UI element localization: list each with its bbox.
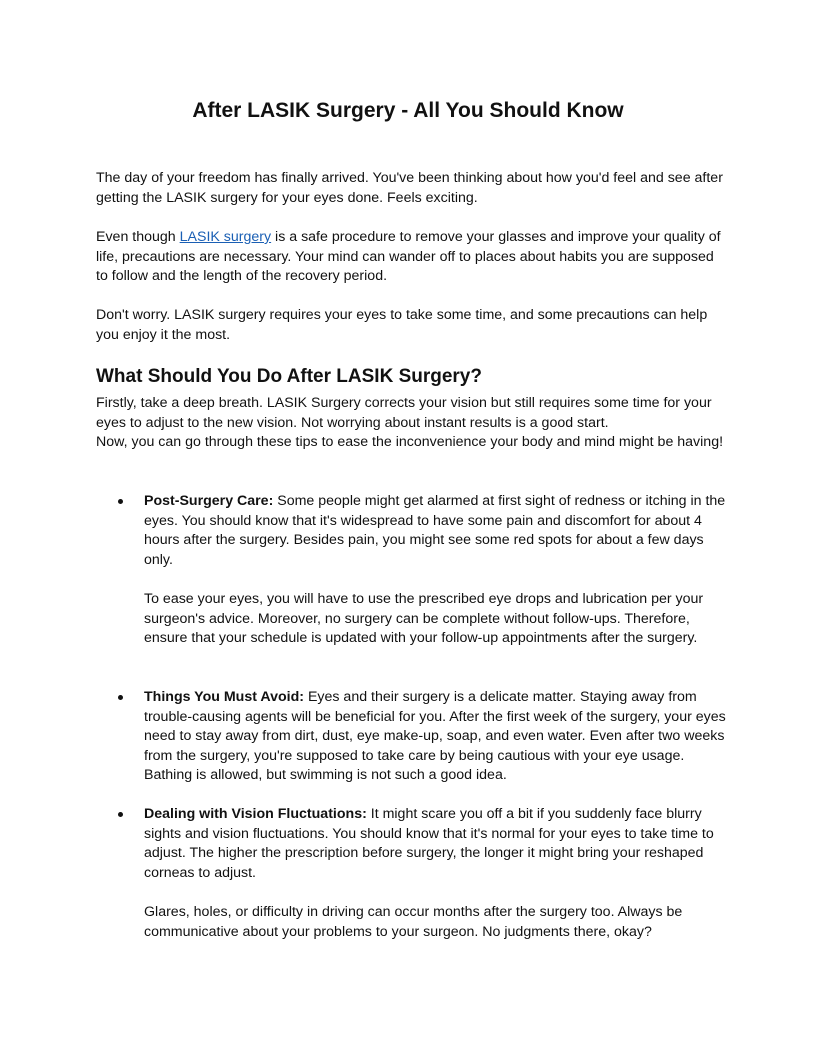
- bullet-label: Things You Must Avoid:: [144, 689, 304, 705]
- section-paragraph-1: Firstly, take a deep breath. LASIK Surgery corrects your vision but still requires some time for your eyes to adjust to the new vision. Not worrying about instant results is a good start.: [96, 395, 712, 431]
- bullet-text: [144, 492, 726, 570]
- bullet-body: Eyes and their surgery is a delicate matter. Staying away from trouble-causing agents will be beneficial for you. After the first week of the surgery, your eyes need to stay away from dirt, dust, eye make-up, soap, and even water. Even after two weeks from the surgery, you're supposed to take care by being cautious with your eye usage. Bathing is allowed, but swimming is not such a good idea.: [144, 689, 726, 784]
- intro-paragraph-2-end: is a safe procedure to remove your glasses and improve your quality of life, precautions are necessary. Your mind can wander off to places about habits you are supposed to follow and the length of the recovery period.: [96, 229, 721, 285]
- bullet-icon: [118, 695, 123, 700]
- section-heading: What Should You Do After LASIK Surgery?: [96, 366, 482, 387]
- intro-paragraph-2: [96, 228, 726, 287]
- intro-paragraph-1: The day of your freedom has finally arrived. You've been thinking about how you'd feel and see after getting the LASIK surgery for your eyes done. Feels exciting.: [96, 170, 723, 206]
- bullet-extra-paragraph: To ease your eyes, you will have to use the prescribed eye drops and lubrication per your surgeon's advice. Moreover, no surgery can be complete without follow-ups. Therefore, ensure that your schedule is updated with your follow-up appointments after the surgery.: [144, 591, 704, 647]
- section-paragraph-2: Now, you can go through these tips to ease the inconvenience your body and mind might be having!: [96, 434, 724, 450]
- bullet-label: Dealing with Vision Fluctuations:: [144, 806, 367, 822]
- lasik-surgery-link[interactable]: LASIK surgery: [179, 229, 272, 245]
- bullet-text: [144, 688, 726, 786]
- bullet-body: Some people might get alarmed at first sight of redness or itching in the eyes. You should know that it's widespread to have some pain and discomfort for about 4 hours after the surgery. Besides pain, you might see some red spots for about a few days only.: [144, 493, 726, 568]
- intro-paragraph-2-start: Even though: [96, 229, 180, 245]
- bullet-body: It might scare you off a bit if you suddenly face blurry sights and vision fluctuations. You should know that it's normal for your eyes to take time to adjust. The higher the prescription before surgery, the longer it might bring your reshaped corneas to adjust.: [144, 806, 714, 881]
- bullet-icon: [118, 499, 123, 504]
- page-title: After LASIK Surgery - All You Should Know: [192, 99, 624, 122]
- intro-paragraph-3: Don't worry. LASIK surgery requires your eyes to take some time, and some precautions can help you enjoy it the most.: [96, 307, 708, 343]
- bullet-text: [144, 805, 726, 883]
- bullet-icon: [118, 812, 123, 817]
- bullet-label: Post-Surgery Care:: [144, 493, 274, 509]
- bullet-extra-paragraph: Glares, holes, or difficulty in driving can occur months after the surgery too. Always be communicative about your problems to your surgeon. No judgments there, okay?: [144, 904, 683, 940]
